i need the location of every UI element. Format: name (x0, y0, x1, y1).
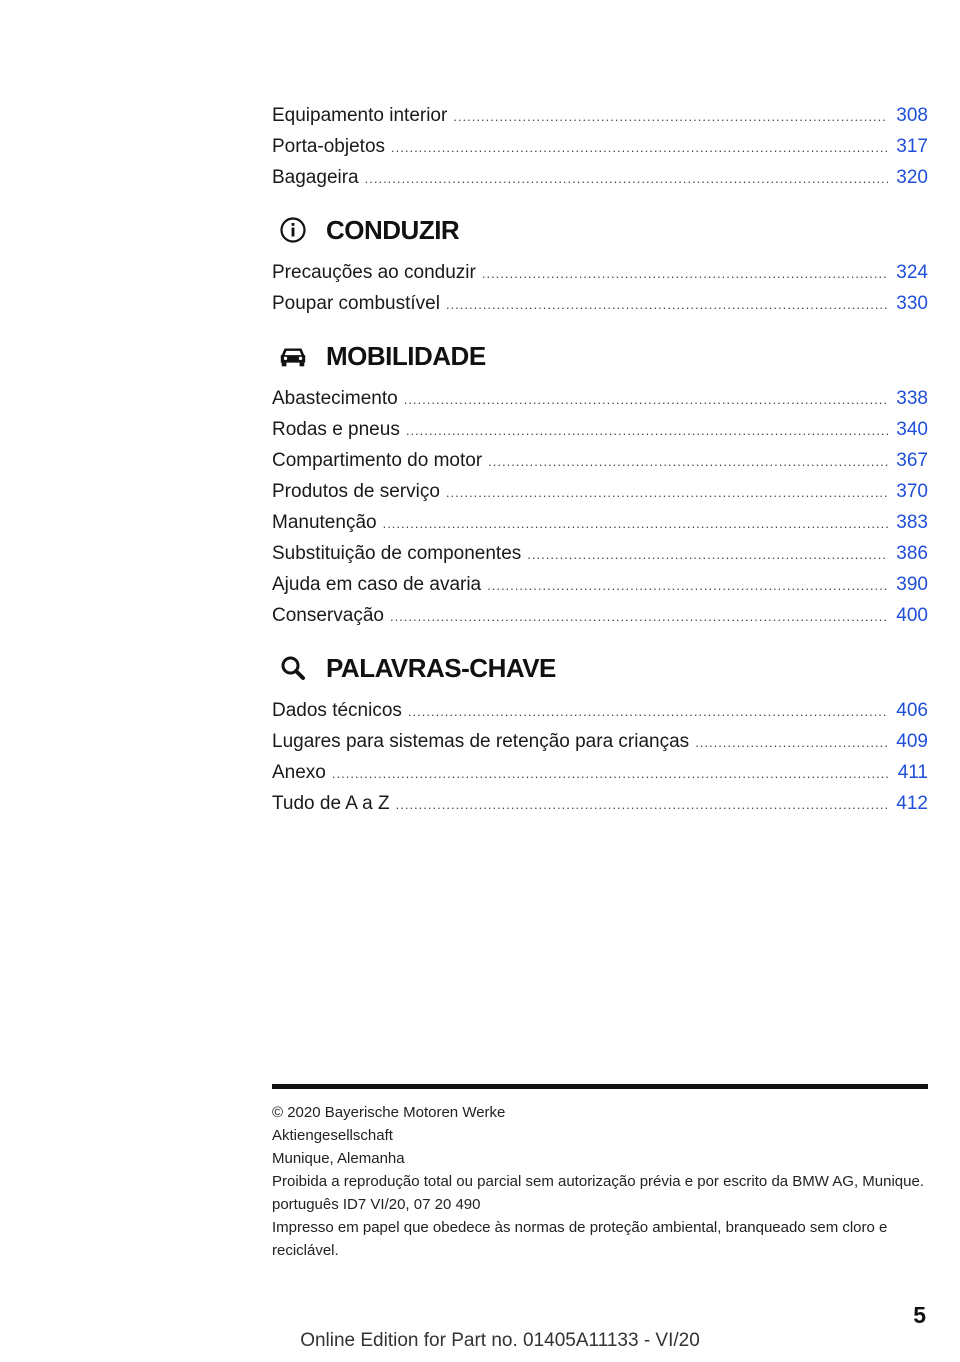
toc-entry[interactable] (272, 757, 928, 788)
toc-leader-dots (408, 696, 888, 727)
toc-entry-page[interactable]: 320 (896, 167, 928, 188)
table-of-contents (272, 100, 928, 819)
page-number: 5 (913, 1302, 926, 1328)
toc-entry-title: Substituição de componentes (272, 543, 522, 564)
toc-entry[interactable] (272, 726, 928, 757)
toc-entry-title: Manutenção (272, 512, 377, 533)
imprint-line: Proibida a reprodução total ou parcial sem autorização prévia e por escrito da BMW AG, Munique. (272, 1173, 925, 1190)
toc-entry[interactable] (272, 257, 928, 288)
toc-entry-title: Precauções ao conduzir (272, 262, 476, 283)
toc-entry-page[interactable]: 390 (896, 574, 928, 595)
toc-entry-title: Porta-objetos (272, 136, 386, 157)
toc-leader-dots (390, 601, 888, 632)
toc-entry[interactable] (272, 414, 928, 445)
toc-entry-title: Ajuda em caso de avaria (272, 574, 482, 595)
toc-entry-title: Poupar combustível (272, 293, 440, 314)
toc-entry-title: Dados técnicos (272, 700, 402, 721)
toc-leader-dots (487, 570, 888, 601)
toc-entry[interactable] (272, 162, 928, 193)
toc-entry[interactable] (272, 445, 928, 476)
toc-entry[interactable] (272, 383, 928, 414)
toc-entry-page[interactable]: 330 (896, 293, 928, 314)
toc-entry[interactable] (272, 788, 928, 819)
section-header-conduzir (272, 203, 928, 257)
imprint-line: português ID7 VI/20, 07 20 490 (272, 1196, 481, 1213)
toc-entry-page[interactable]: 411 (897, 762, 928, 783)
toc-entry-page[interactable]: 324 (896, 262, 928, 283)
toc-leader-dots (365, 163, 889, 194)
section-heading: PALAVRAS-CHAVE (326, 652, 556, 683)
toc-entry-title: Conservação (272, 605, 384, 626)
toc-entry-page[interactable]: 317 (896, 136, 928, 157)
toc-entry-page[interactable]: 400 (896, 605, 928, 626)
imprint-line: © 2020 Bayerische Motoren Werke (272, 1104, 506, 1121)
section-heading: MOBILIDADE (326, 340, 486, 371)
toc-entry[interactable] (272, 538, 928, 569)
toc-leader-dots (453, 101, 888, 132)
toc-entry-title: Rodas e pneus (272, 419, 400, 440)
info-icon (278, 215, 308, 245)
toc-entry[interactable] (272, 569, 928, 600)
toc-entry-page[interactable]: 409 (896, 731, 928, 752)
toc-entry-title: Equipamento interior (272, 105, 448, 126)
toc-entry-page[interactable]: 338 (896, 388, 928, 409)
toc-entry-page[interactable]: 383 (896, 512, 928, 533)
toc-entry-page[interactable]: 412 (896, 793, 928, 814)
toc-leader-dots (446, 477, 888, 508)
toc-entry[interactable] (272, 131, 928, 162)
toc-entry-title: Produtos de serviço (272, 481, 440, 502)
toc-entry[interactable] (272, 100, 928, 131)
section-header-palavras-chave (272, 641, 928, 695)
toc-leader-dots (383, 508, 889, 539)
toc-entry-title: Tudo de A a Z (272, 793, 390, 814)
toc-entry-title: Anexo (272, 762, 326, 783)
toc-leader-dots (406, 415, 888, 446)
toc-entry-page[interactable]: 367 (896, 450, 928, 471)
toc-entry[interactable] (272, 600, 928, 631)
toc-entry[interactable] (272, 288, 928, 319)
toc-entry-page[interactable]: 308 (896, 105, 928, 126)
toc-leader-dots (396, 789, 889, 820)
section-header-mobilidade (272, 329, 928, 383)
imprint-line: Munique, Alemanha (272, 1150, 405, 1167)
toc-entry-title: Lugares para sistemas de retenção para crianças (272, 731, 690, 752)
toc-leader-dots (391, 132, 888, 163)
toc-entry-page[interactable]: 386 (896, 543, 928, 564)
toc-entry-title: Abastecimento (272, 388, 398, 409)
toc-top-group (272, 100, 928, 193)
toc-leader-dots (332, 758, 890, 789)
toc-leader-dots (482, 258, 888, 289)
toc-entry-title: Bagageira (272, 167, 359, 188)
toc-leader-dots (488, 446, 888, 477)
search-icon (278, 653, 308, 683)
car-icon (278, 341, 308, 371)
toc-entry[interactable] (272, 476, 928, 507)
imprint-line: Aktiengesellschaft (272, 1127, 393, 1144)
toc-leader-dots (695, 727, 888, 758)
online-edition-footer: Online Edition for Part no. 01405A11133 - VI/20 (300, 1330, 700, 1351)
imprint-line: Impresso em papel que obedece às normas de proteção ambiental, branqueado sem cloro e reciclável. (272, 1219, 888, 1259)
toc-leader-dots (446, 289, 888, 320)
section-heading: CONDUZIR (326, 214, 460, 245)
imprint-block (272, 1101, 928, 1262)
imprint-divider (272, 1084, 928, 1089)
toc-entry-title: Compartimento do motor (272, 450, 483, 471)
toc-entry-page[interactable]: 340 (896, 419, 928, 440)
toc-leader-dots (527, 539, 888, 570)
toc-leader-dots (404, 384, 889, 415)
toc-entry[interactable] (272, 695, 928, 726)
toc-entry-page[interactable]: 370 (896, 481, 928, 502)
toc-entry-page[interactable]: 406 (896, 700, 928, 721)
toc-entry[interactable] (272, 507, 928, 538)
